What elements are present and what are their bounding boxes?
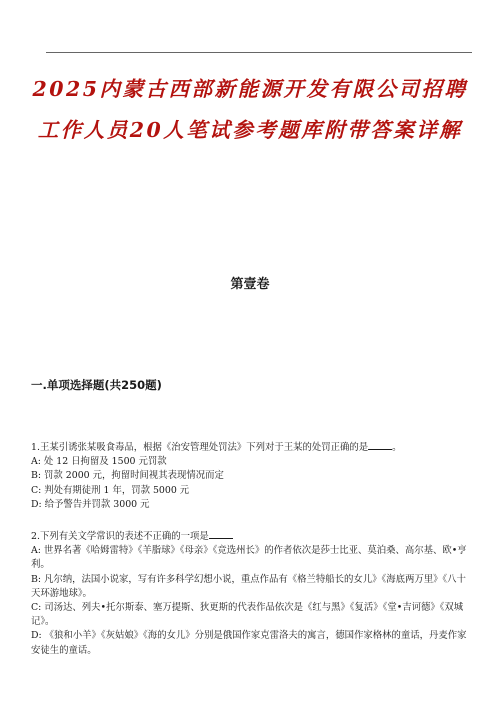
section-heading: 一.单项选择题(共250题): [31, 378, 162, 392]
option-a: A: 处 12 日拘留及 1500 元罚款: [31, 456, 167, 468]
question-stem-text: 1.王某引诱张某吸食毒品，根据《治安管理处罚法》下列对于王某的处罚正确的是: [31, 442, 369, 453]
option-d: D: 给予警告并罚款 3000 元: [31, 498, 150, 510]
question-2: [31, 530, 471, 658]
answer-blank: [209, 530, 233, 539]
answer-blank: [368, 441, 392, 450]
option-d: D: 《狼和小羊》《灰姑娘》《海的女儿》分别是俄国作家克雷洛夫的寓言，德国作家格林的童话，丹麦作家安徒生的童话。: [31, 630, 467, 656]
document-title-line-1: 2025内蒙古西部新能源开发有限公司招聘: [32, 77, 468, 101]
volume-label: 第壹卷: [230, 277, 270, 292]
question-stem: [31, 530, 471, 544]
question-stem: [31, 441, 471, 455]
option-b: B: 罚款 2000 元，拘留时间视其表现情况而定: [31, 470, 224, 482]
question-1: [31, 441, 471, 512]
question-stem-text: 2.下列有关文学常识的表述不正确的一项是: [31, 531, 209, 542]
document-title-line-2: 工作人员20人笔试参考题库附带答案详解: [37, 118, 463, 142]
header-rule: [46, 52, 472, 53]
question-stem-end: 。: [392, 442, 402, 453]
option-a: A: 世界名著《哈姆雷特》《羊脂球》《母亲》《竞选州长》的作者依次是莎士比亚、莫泊桑、高尔基、欧•亨利。: [31, 545, 467, 571]
option-c: C: 判处有期徒刑 1 年，罚款 5000 元: [31, 484, 190, 496]
option-c: C: 司汤达、列夫•托尔斯泰、塞万提斯、狄更斯的代表作品依次是《红与黑》《复活》《堂•吉诃德》《双城记》。: [31, 602, 464, 628]
option-b: B: 凡尔纳，法国小说家，写有许多科学幻想小说，重点作品有《格兰特船长的女儿》《海底两万里》《八十天环游地球》。: [31, 573, 466, 599]
